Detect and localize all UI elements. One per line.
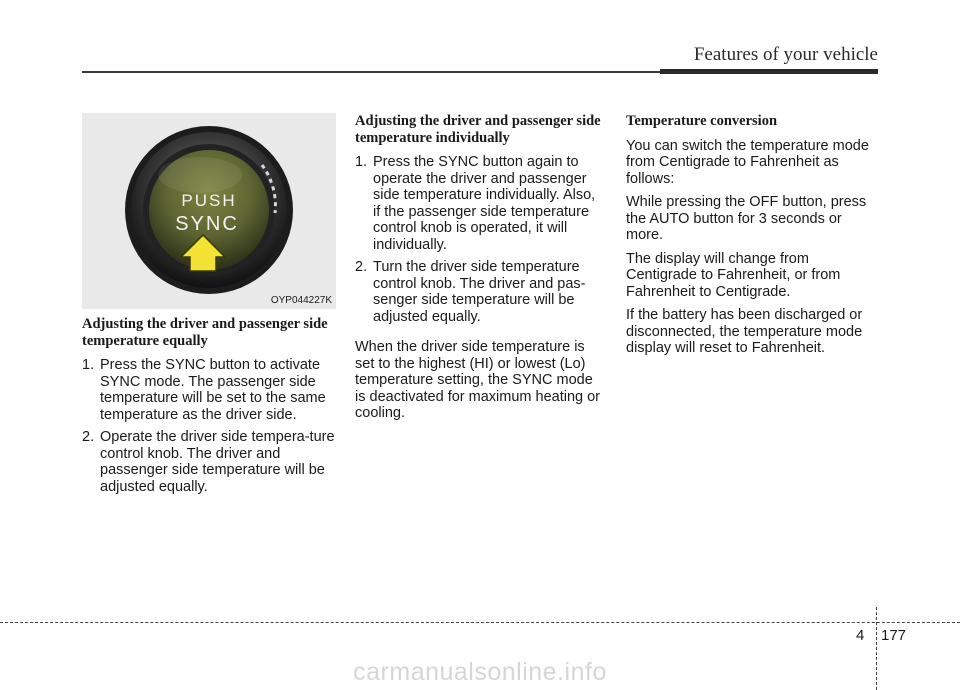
- sync-button-illustration: [82, 113, 336, 309]
- section-equal: [82, 316, 336, 501]
- section-individual-steps: [355, 154, 603, 325]
- step-item: 1. Press the SYNC button again to operate the driver and passenger side temperature individually. Also, if the passenger side temperature control knob is operated, it will individually.: [355, 154, 596, 253]
- page-number: 177: [881, 627, 907, 644]
- step-item: 1. Press the SYNC button to activate SYNC mode. The passenger side temperature will be set to the same temperature as the driver side.: [82, 357, 326, 423]
- section-conversion-heading: Temperature conversion: [626, 113, 778, 129]
- chapter-number: 4: [856, 627, 865, 644]
- header-rule-accent: [660, 69, 878, 74]
- watermark: carmanualsonline.info: [353, 658, 607, 686]
- conversion-paragraph: The display will change from Centigrade to Fahrenheit, or from Fahrenheit to Centigrade.: [626, 250, 841, 300]
- figure-code: OYP044227K: [270, 295, 332, 306]
- section-equal-steps: [82, 357, 336, 495]
- button-text-push: PUSH: [181, 191, 237, 210]
- step-item: 2. Operate the driver side tempera-ture control knob. The driver and passenger side temperature will be adjusted equally.: [82, 429, 335, 495]
- conversion-paragraph: While pressing the OFF button, press the AUTO button for 3 seconds or more.: [626, 194, 867, 243]
- section-individual-heading: Adjusting the driver and passenger side temperature individually: [355, 113, 601, 146]
- section-header-title: Features of your vehicle: [693, 44, 878, 65]
- button-text-sync: SYNC: [175, 213, 239, 235]
- conversion-paragraph: If the battery has been discharged or disconnected, the temperature mode display will reset to Fahrenheit.: [626, 307, 863, 356]
- section-equal-heading: Adjusting the driver and passenger side temperature equally: [82, 316, 328, 349]
- section-conversion: [626, 113, 879, 364]
- sync-deactivate-note: When the driver side temperature is set to the highest (HI) or lowest (Lo) temperature setting, the SYNC mode is deactivated for maximum heating or cooling.: [355, 339, 600, 421]
- sync-button-figure: [82, 113, 336, 309]
- step-item: 2. Turn the driver side temperature control knob. The driver and pas-senger side temperature will be adjusted equally.: [355, 259, 586, 325]
- footer-rule: [0, 622, 960, 623]
- section-individual: [355, 113, 603, 429]
- conversion-paragraph: You can switch the temperature mode from Centigrade to Fahrenheit as follows:: [626, 137, 869, 187]
